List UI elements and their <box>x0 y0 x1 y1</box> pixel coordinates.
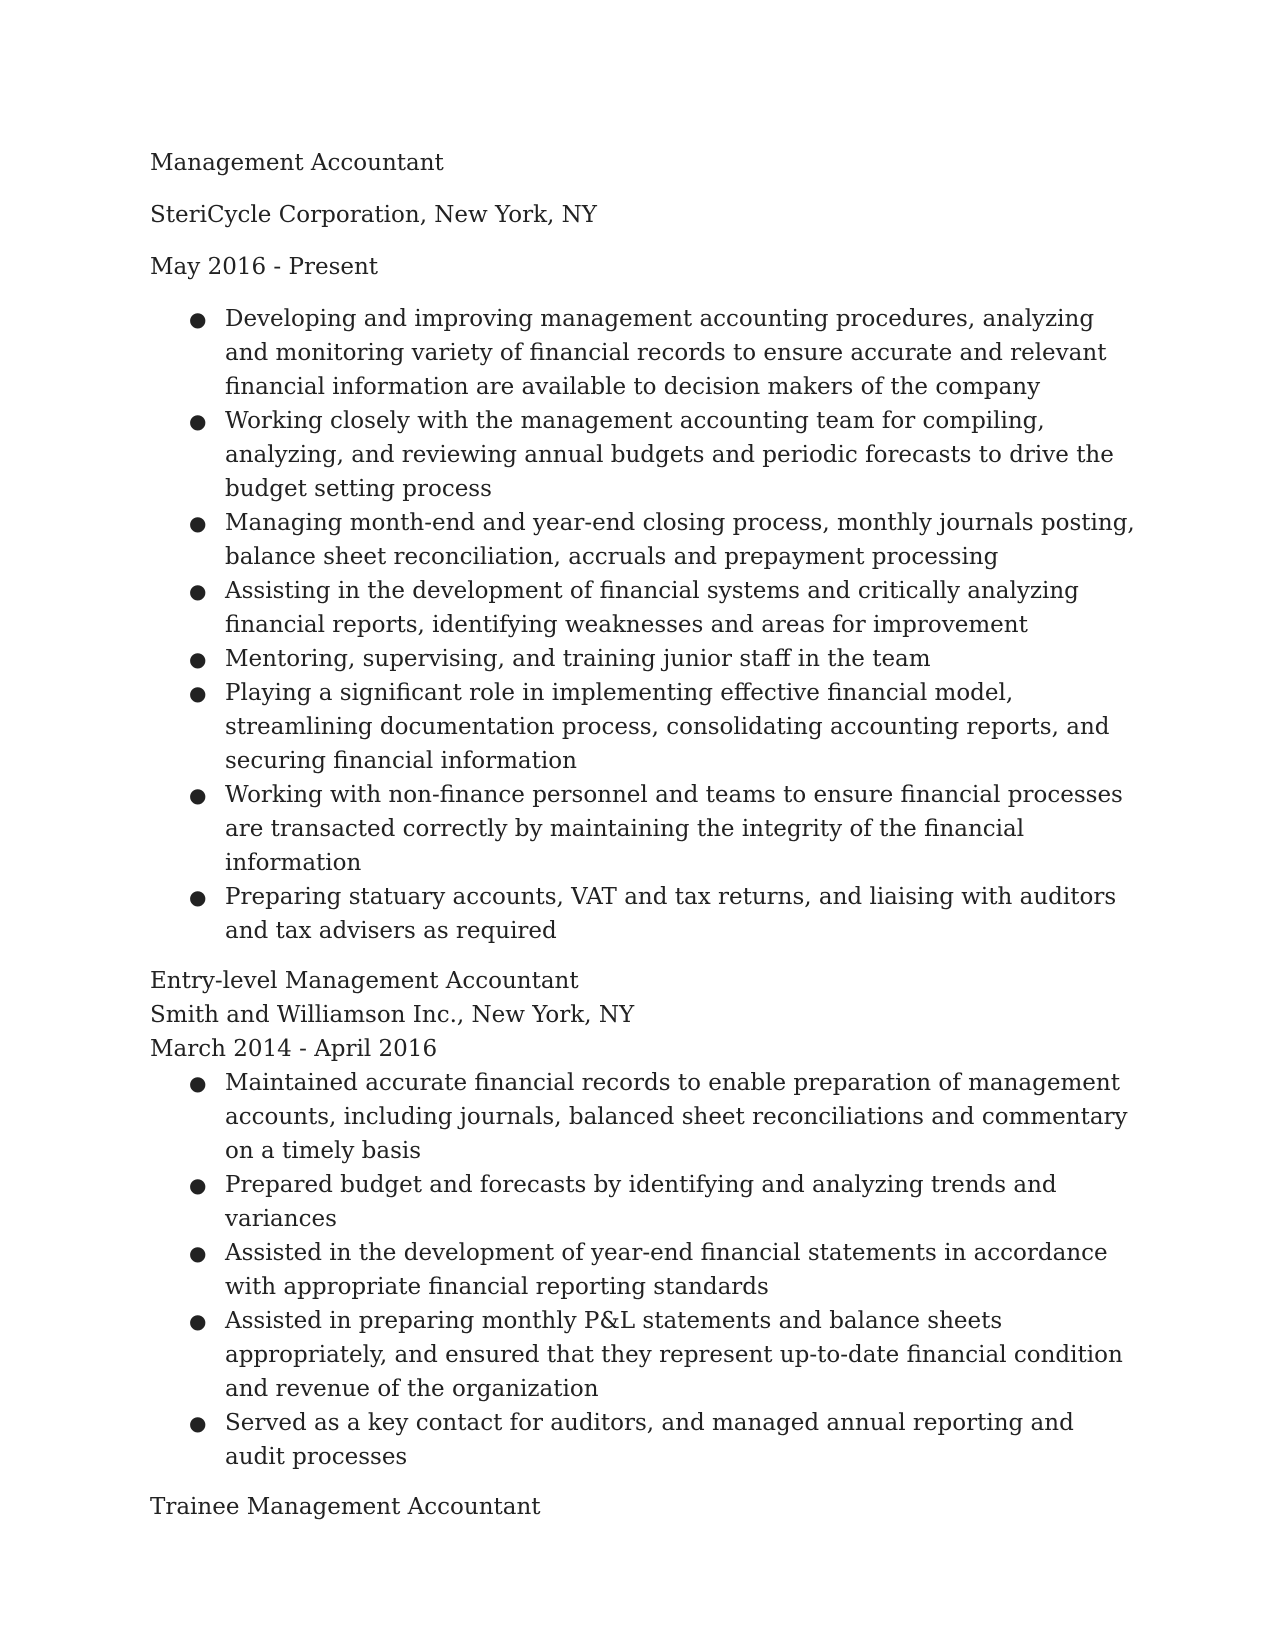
list-item-text: Developing and improving management accounting procedures, analyzing and monitoring variety of financial records to ensure accurate and relevant financial information are available to decision makers of the company <box>225 306 1107 400</box>
bullet-icon: ● <box>189 307 207 331</box>
list-item-text: Working closely with the management accounting team for compiling, analyzing, and reviewing annual budgets and periodic forecasts to drive the budget setting process <box>225 408 1114 502</box>
company-location: SteriCycle Corporation, New York, NY <box>150 202 597 228</box>
company-location: Smith and Williamson Inc., New York, NY <box>150 1002 635 1028</box>
list-item <box>189 642 1135 676</box>
list-item-text: Prepared budget and forecasts by identifying and analyzing trends and variances <box>225 1172 1057 1232</box>
job-title: Management Accountant <box>150 150 444 176</box>
list-item <box>189 880 1135 948</box>
bullet-icon: ● <box>189 681 207 705</box>
job-title: Entry-level Management Accountant <box>150 968 579 994</box>
list-item <box>189 1236 1135 1304</box>
list-item-text: Preparing statuary accounts, VAT and tax returns, and liaising with auditors and tax advisers as required <box>225 884 1117 944</box>
list-item <box>189 574 1135 642</box>
list-item-text: Mentoring, supervising, and training junior staff in the team <box>225 646 931 672</box>
bullet-icon: ● <box>189 1071 207 1095</box>
bullet-icon: ● <box>189 647 207 671</box>
list-item-text: Served as a key contact for auditors, and managed annual reporting and audit processes <box>225 1410 1074 1470</box>
list-item <box>189 1406 1135 1474</box>
list-item <box>189 302 1135 404</box>
employment-dates: March 2014 - April 2016 <box>150 1036 438 1062</box>
list-item-text: Working with non-finance personnel and teams to ensure financial processes are transacted correctly by maintaining the integrity of the financial information <box>225 782 1123 876</box>
list-item <box>189 778 1135 880</box>
list-item <box>189 1304 1135 1406</box>
job-section-entry-level-management-accountant <box>150 964 1135 1474</box>
list-item-text: Assisted in preparing monthly P&L statements and balance sheets appropriately, and ensured that they represent up-to-date financial condition and revenue of the organization <box>225 1308 1123 1402</box>
bullet-icon: ● <box>189 409 207 433</box>
list-item-text: Managing month-end and year-end closing process, monthly journals posting, balance sheet reconciliation, accruals and prepayment processing <box>225 510 1135 570</box>
list-item <box>189 404 1135 506</box>
section-spacer <box>150 1474 1135 1490</box>
bullet-icon: ● <box>189 1411 207 1435</box>
list-item-text: Assisted in the development of year-end financial statements in accordance with appropriate financial reporting standards <box>225 1240 1108 1300</box>
job-section-management-accountant <box>150 146 1135 948</box>
bullet-icon: ● <box>189 579 207 603</box>
list-item <box>189 506 1135 574</box>
responsibilities-list <box>150 302 1135 948</box>
job-title: Trainee Management Accountant <box>150 1494 541 1520</box>
list-item <box>189 676 1135 778</box>
list-item-text: Playing a significant role in implementing effective financial model, streamlining documentation process, consolidating accounting reports, and securing financial information <box>225 680 1110 774</box>
section-spacer <box>150 948 1135 964</box>
bullet-icon: ● <box>189 1241 207 1265</box>
list-item <box>189 1168 1135 1236</box>
resume-page <box>150 146 1135 1524</box>
bullet-icon: ● <box>189 1309 207 1333</box>
bullet-icon: ● <box>189 511 207 535</box>
list-item-text: Maintained accurate financial records to enable preparation of management accounts, including journals, balanced sheet reconciliations and commentary on a timely basis <box>225 1070 1128 1164</box>
list-item-text: Assisting in the development of financial systems and critically analyzing financial reports, identifying weaknesses and areas for improvement <box>225 578 1079 638</box>
bullet-icon: ● <box>189 1173 207 1197</box>
list-item <box>189 1066 1135 1168</box>
bullet-icon: ● <box>189 885 207 909</box>
bullet-icon: ● <box>189 783 207 807</box>
job-section-trainee-management-accountant <box>150 1490 1135 1524</box>
responsibilities-list <box>150 1066 1135 1474</box>
employment-dates: May 2016 - Present <box>150 254 379 280</box>
